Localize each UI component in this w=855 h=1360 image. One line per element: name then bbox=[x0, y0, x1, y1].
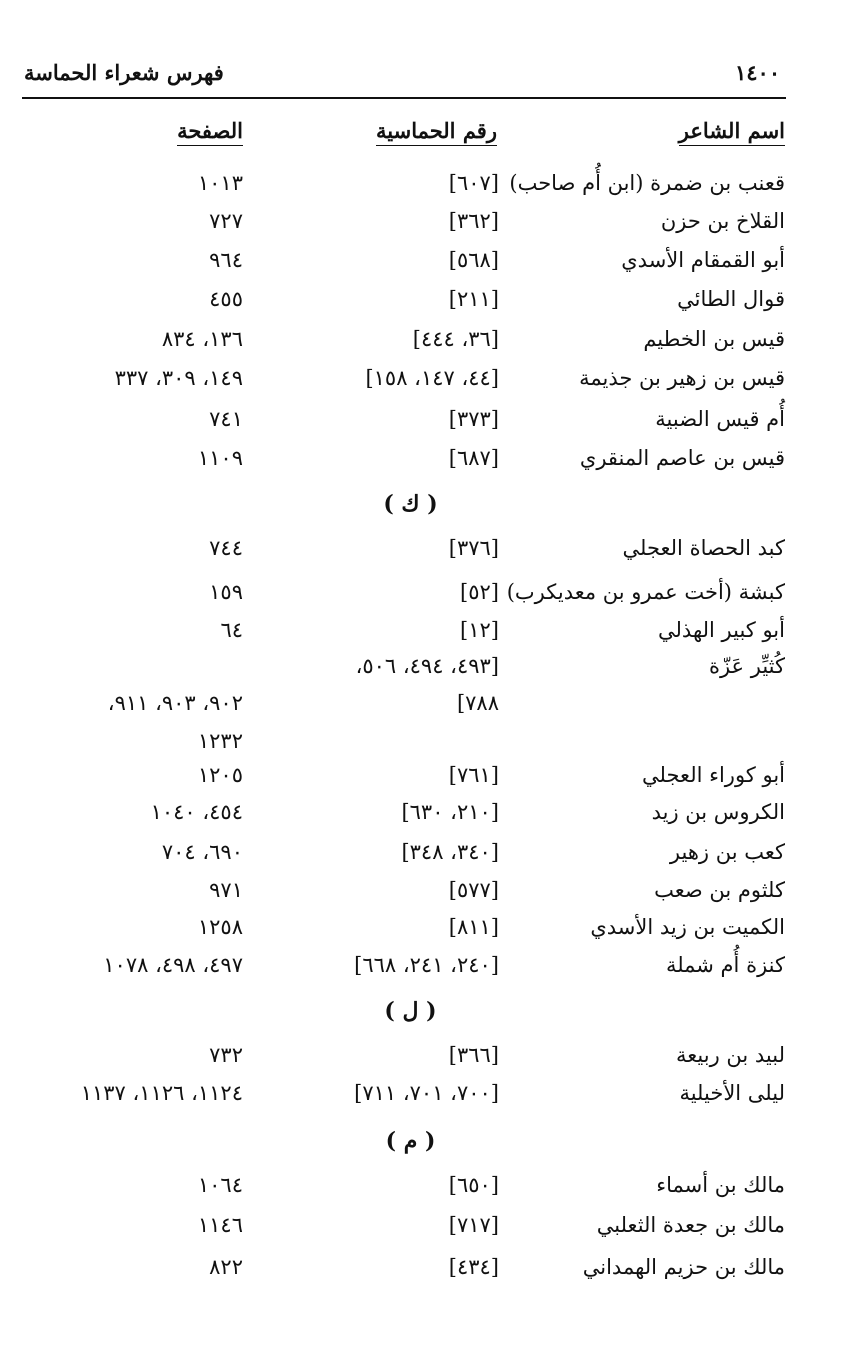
table-row bbox=[0, 651, 855, 681]
hamasa-number: [٣٧٣] bbox=[448, 407, 499, 431]
table-row bbox=[0, 615, 855, 645]
poet-name: الكميت بن زيد الأسدي bbox=[590, 915, 785, 939]
section-letter-heading bbox=[0, 996, 855, 1026]
hamasa-number: [٦٨٧] bbox=[448, 446, 499, 470]
poet-name: قيس بن الخطيم bbox=[643, 327, 785, 351]
poet-name: كعب بن زهير bbox=[669, 840, 785, 864]
poet-name: كُثيِّر عَزّة bbox=[708, 654, 785, 678]
table-row bbox=[0, 443, 855, 473]
hamasa-number: [٢٤٠، ٢٤١، ٦٦٨] bbox=[354, 953, 499, 977]
section-letter-heading bbox=[0, 489, 855, 519]
table-row bbox=[0, 1252, 855, 1282]
poet-name: أبو كوراء العجلي bbox=[642, 763, 785, 787]
running-title: فهرس شعراء الحماسة bbox=[24, 60, 224, 85]
table-row bbox=[0, 363, 855, 393]
hamasa-number: [٢١٠، ٦٣٠] bbox=[401, 800, 499, 824]
section-letter: ( ل ) bbox=[384, 998, 437, 1024]
poet-name: كبد الحصاة العجلي bbox=[622, 536, 785, 560]
page-reference: ٤٥٤، ١٠٤٠ bbox=[150, 800, 243, 824]
page-reference: ١٣٦، ٨٣٤ bbox=[161, 327, 243, 351]
page-reference: ١٢٥٨ bbox=[197, 915, 243, 939]
poet-name: قوال الطائي bbox=[677, 287, 785, 311]
poet-name: مالك بن أسماء bbox=[656, 1173, 785, 1197]
table-row bbox=[0, 1210, 855, 1240]
hamasa-number: [٣٦٦] bbox=[448, 1043, 499, 1067]
page-reference: ١٤٩، ٣٠٩، ٣٣٧ bbox=[114, 366, 243, 390]
table-row bbox=[0, 324, 855, 354]
poet-name: كنزة أُم شملة bbox=[665, 953, 785, 977]
table-row bbox=[0, 797, 855, 827]
table-row bbox=[0, 837, 855, 867]
hamasa-number: [٧١٧] bbox=[448, 1213, 499, 1237]
page-reference: ٧٢٧ bbox=[209, 209, 243, 233]
page-reference: ٧٤٤ bbox=[209, 536, 243, 560]
table-row bbox=[0, 533, 855, 563]
poet-name: أبو القمقام الأسدي bbox=[621, 248, 785, 272]
page-reference: ٤٩٧، ٤٩٨، ١٠٧٨ bbox=[103, 953, 243, 977]
hamasa-number: [٨١١] bbox=[448, 915, 499, 939]
page-reference: ١٢٠٥ bbox=[197, 763, 243, 787]
hamasa-number: [٤٣٤] bbox=[448, 1255, 499, 1279]
hamasa-number: [٣٦، ٤٤٤] bbox=[412, 327, 499, 351]
hamasa-number: [٤٤، ١٤٧، ١٥٨] bbox=[365, 366, 499, 390]
page-number: ١٤٠٠ bbox=[735, 60, 781, 85]
hamasa-number: ٧٨٨] bbox=[456, 691, 499, 715]
column-header-hamasa: رقم الحماسية bbox=[376, 118, 497, 146]
table-row bbox=[0, 404, 855, 434]
page-reference: ٧٤١ bbox=[209, 407, 243, 431]
page-reference: ٧٣٢ bbox=[209, 1043, 243, 1067]
hamasa-number: [٥٢] bbox=[460, 580, 499, 604]
page-reference: ١٠١٣ bbox=[197, 171, 243, 195]
hamasa-number: [١٢] bbox=[460, 618, 499, 642]
poet-name: قيس بن عاصم المنقري bbox=[579, 446, 785, 470]
page-reference: ١١٠٩ bbox=[197, 446, 243, 470]
page-reference: ٦٩٠، ٧٠٤ bbox=[161, 840, 243, 864]
hamasa-number: [٥٦٨] bbox=[448, 248, 499, 272]
section-letter: ( م ) bbox=[385, 1128, 436, 1154]
page-reference: ٤٥٥ bbox=[209, 287, 243, 311]
hamasa-number: [٢١١] bbox=[448, 287, 499, 311]
hamasa-number: [٧٠٠، ٧٠١، ٧١١] bbox=[354, 1081, 499, 1105]
hamasa-number: [٣٤٠، ٣٤٨] bbox=[401, 840, 499, 864]
page-reference: ٩٠٢، ٩٠٣، ٩١١، bbox=[107, 691, 243, 715]
table-row bbox=[0, 577, 855, 607]
poet-name: قعنب بن ضمرة (ابن أُم صاحب) bbox=[509, 171, 785, 195]
header-rule bbox=[22, 97, 786, 99]
poet-name: مالك بن حزيم الهمداني bbox=[582, 1255, 785, 1279]
table-row bbox=[0, 912, 855, 942]
page-reference: ٨٢٢ bbox=[209, 1255, 243, 1279]
poet-name: القلاخ بن حزن bbox=[660, 209, 785, 233]
poet-name: مالك بن جعدة الثعلبي bbox=[596, 1213, 785, 1237]
page-reference: ٦٤ bbox=[220, 618, 243, 642]
hamasa-number: [٦٠٧] bbox=[448, 171, 499, 195]
table-row bbox=[0, 206, 855, 236]
page-reference: ٩٧١ bbox=[209, 878, 243, 902]
page-reference: ٩٦٤ bbox=[209, 248, 243, 272]
column-header-page: الصفحة bbox=[177, 118, 243, 146]
poet-name: لبيد بن ربيعة bbox=[676, 1043, 785, 1067]
poet-name: ليلى الأخيلية bbox=[679, 1081, 785, 1105]
page-reference: ١١٢٤، ١١٢٦، ١١٣٧ bbox=[80, 1081, 243, 1105]
table-row bbox=[0, 1170, 855, 1200]
poet-name: أُم قيس الضبية bbox=[655, 407, 785, 431]
hamasa-number: [٤٩٣، ٤٩٤، ٥٠٦، bbox=[355, 654, 499, 678]
hamasa-number: [٣٧٦] bbox=[448, 536, 499, 560]
poet-name: كبشة (أخت عمرو بن معديكرب) bbox=[506, 580, 785, 604]
table-row bbox=[0, 1040, 855, 1070]
table-row bbox=[0, 726, 855, 756]
hamasa-number: [٦٥٠] bbox=[448, 1173, 499, 1197]
table-row bbox=[0, 950, 855, 980]
poet-name: الكروس بن زيد bbox=[651, 800, 785, 824]
hamasa-number: [٥٧٧] bbox=[448, 878, 499, 902]
table-row bbox=[0, 245, 855, 275]
table-row bbox=[0, 1078, 855, 1108]
hamasa-number: [٧٦١] bbox=[448, 763, 499, 787]
table-row bbox=[0, 168, 855, 198]
page-reference: ١٠٦٤ bbox=[197, 1173, 243, 1197]
page-reference: ١٢٣٢ bbox=[197, 729, 243, 753]
section-letter: ( ك ) bbox=[383, 491, 438, 517]
poet-name: أبو كبير الهذلي bbox=[658, 618, 785, 642]
page-reference: ١١٤٦ bbox=[197, 1213, 243, 1237]
table-row bbox=[0, 284, 855, 314]
table-row bbox=[0, 760, 855, 790]
table-row bbox=[0, 688, 855, 718]
section-letter-heading bbox=[0, 1126, 855, 1156]
poet-name: قيس بن زهير بن جذيمة bbox=[579, 366, 785, 390]
column-header-poet: اسم الشاعر bbox=[679, 118, 785, 146]
table-row bbox=[0, 875, 855, 905]
page-reference: ١٥٩ bbox=[209, 580, 243, 604]
hamasa-number: [٣٦٢] bbox=[448, 209, 499, 233]
poet-name: كلثوم بن صعب bbox=[654, 878, 785, 902]
